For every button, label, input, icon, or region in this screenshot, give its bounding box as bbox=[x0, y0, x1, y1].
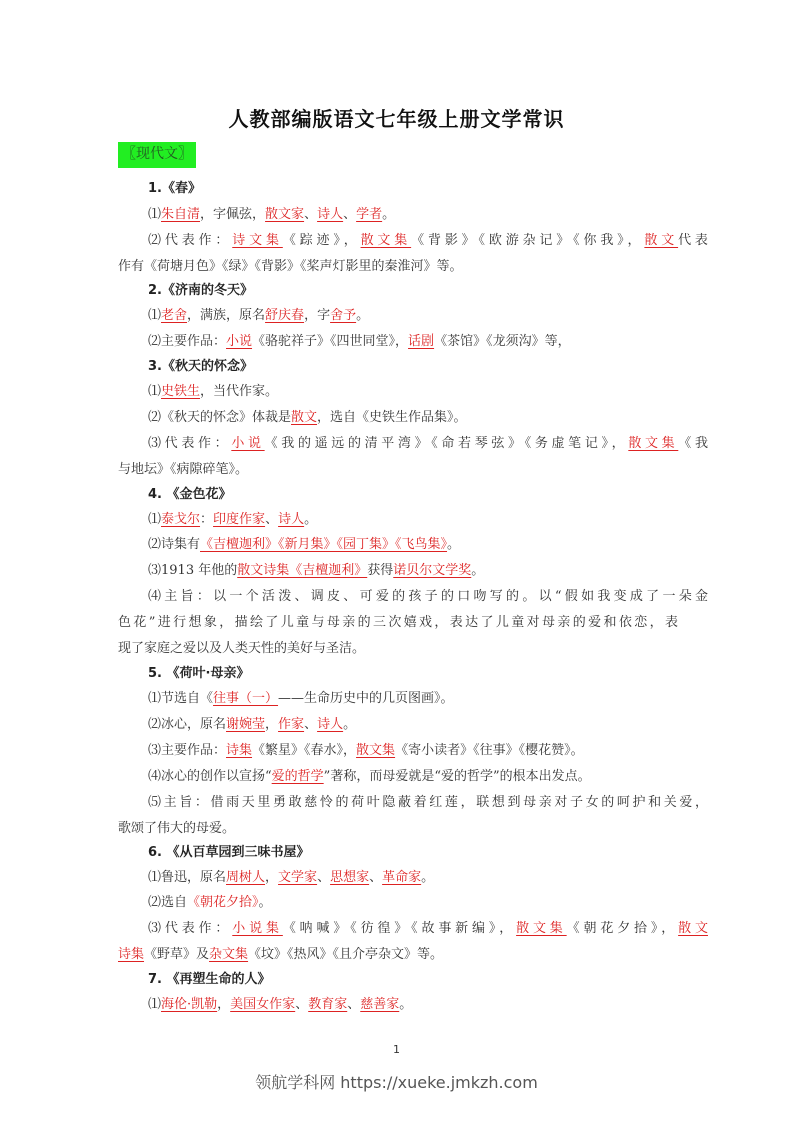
text-span: ⑸主旨：借雨天里勇敢慈怜的荷叶隐蔽着红莲，联想到母亲对子女的呵护和关爱， bbox=[148, 795, 708, 810]
text-span: ⑷冰心的创作以宣扬“ bbox=[148, 769, 272, 784]
text-span: 现了家庭之爱以及人类天性的美好与圣洁。 bbox=[118, 641, 366, 656]
paragraph-line bbox=[118, 690, 708, 708]
text-span: 代表 bbox=[678, 233, 708, 248]
highlighted-term: 诗文集 bbox=[232, 233, 283, 248]
highlighted-term: 散文集 bbox=[516, 921, 567, 936]
highlighted-term: 诗集 bbox=[226, 743, 253, 758]
highlighted-term: 谢婉莹 bbox=[226, 717, 266, 732]
highlighted-term: 话剧 bbox=[408, 334, 435, 349]
text-span: 。 bbox=[399, 997, 413, 1012]
text-span: 、 bbox=[304, 207, 318, 222]
paragraph-line bbox=[118, 588, 708, 606]
highlighted-term: 诺贝尔文学奖 bbox=[393, 563, 472, 578]
text-span: ”著称，而母爱就是“爱的哲学”的根本出发点。 bbox=[323, 769, 591, 784]
highlighted-term: 思想家 bbox=[330, 870, 370, 885]
page-number: 1 bbox=[393, 1043, 400, 1056]
text-span: ⑶代表作： bbox=[148, 921, 233, 936]
paragraph-line bbox=[118, 461, 678, 479]
highlighted-term: 海伦·凯勒 bbox=[161, 997, 218, 1012]
text-span: ⑶主要作品： bbox=[148, 743, 227, 758]
text-span: 歌颂了伟大的母爱。 bbox=[118, 821, 236, 836]
paragraph-line bbox=[118, 562, 708, 580]
highlighted-term: 散文 bbox=[644, 233, 679, 248]
text-span: 《骆驼祥子》《四世同堂》， bbox=[252, 334, 409, 349]
text-span: ⑵主要作品： bbox=[148, 334, 227, 349]
text-span: ⑴ bbox=[148, 997, 162, 1012]
paragraph-line bbox=[118, 435, 708, 453]
highlighted-term: 美国女作家 bbox=[230, 997, 296, 1012]
highlighted-term: 舒庆春 bbox=[265, 308, 305, 323]
highlighted-term: 小说 bbox=[231, 436, 265, 451]
text-span: ⑵《秋天的怀念》体裁是 bbox=[148, 410, 292, 425]
highlighted-term: 慈善家 bbox=[360, 997, 400, 1012]
text-span: ， bbox=[265, 870, 279, 885]
paragraph-line bbox=[118, 820, 678, 838]
paragraph-line bbox=[118, 640, 678, 658]
highlighted-term: 朱自清 bbox=[161, 207, 201, 222]
text-span: ，字佩弦， bbox=[200, 207, 266, 222]
text-span: ，字 bbox=[304, 308, 331, 323]
paragraph-line bbox=[118, 869, 708, 887]
text-span: ： bbox=[200, 512, 214, 527]
text-span: ⑴鲁迅，原名 bbox=[148, 870, 227, 885]
highlighted-term: 印度作家 bbox=[213, 512, 266, 527]
text-span: 色花”进行想象，描绘了儿童与母亲的三次嬉戏，表达了儿童对母亲的爱和依恋，表 bbox=[118, 615, 678, 630]
paragraph-line bbox=[118, 511, 708, 529]
text-span: 、 bbox=[265, 512, 279, 527]
highlighted-term: 革命家 bbox=[382, 870, 422, 885]
highlighted-term: 散文集 bbox=[360, 233, 412, 248]
text-span: ⑵选自 bbox=[148, 895, 188, 910]
text-span: 、 bbox=[295, 997, 309, 1012]
text-span: ——生命历史中的几页图画》。 bbox=[278, 691, 454, 706]
highlighted-term: 小说 bbox=[226, 334, 253, 349]
text-span: 《茶馆》《龙须沟》等， bbox=[434, 334, 571, 349]
paragraph-line bbox=[118, 536, 708, 554]
paragraph-line bbox=[118, 894, 708, 912]
text-span: 。 bbox=[421, 870, 435, 885]
item-heading: 4. 《金色花》 bbox=[148, 487, 232, 502]
paragraph-line bbox=[118, 768, 708, 786]
text-span: 《我 bbox=[678, 436, 708, 451]
item-heading: 3.《秋天的怀念》 bbox=[148, 359, 253, 374]
highlighted-term: 《吉檀迦利》《新月集》《园丁集》《飞鸟集》 bbox=[200, 537, 448, 552]
highlighted-term: 泰戈尔 bbox=[161, 512, 201, 527]
page-title: 人教部编版语文七年级上册文学常识 bbox=[228, 107, 565, 131]
highlighted-term: 诗人 bbox=[317, 207, 344, 222]
paragraph-line bbox=[118, 716, 708, 734]
text-span: ⑶1913 年他的 bbox=[148, 563, 238, 578]
highlighted-term: 老舍 bbox=[161, 308, 188, 323]
item-heading: 1.《春》 bbox=[148, 181, 201, 196]
highlighted-term: 杂文集 bbox=[209, 947, 249, 962]
red-term: 《朝花夕拾》 bbox=[187, 895, 259, 910]
paragraph-line bbox=[118, 794, 708, 812]
text-span: ，满族，原名 bbox=[187, 308, 266, 323]
text-span: 《寄小读者》《往事》《樱花赞》。 bbox=[395, 743, 584, 758]
text-span: ⑶代表作： bbox=[148, 436, 232, 451]
highlighted-term: 散文集 bbox=[356, 743, 396, 758]
highlighted-term: 诗人 bbox=[278, 512, 305, 527]
text-span: 获得 bbox=[367, 563, 394, 578]
footer-watermark: 领航学科网 https://xueke.jmkzh.com bbox=[255, 1073, 538, 1092]
text-span: ， bbox=[265, 717, 279, 732]
text-span: ⑴ bbox=[148, 512, 162, 527]
text-span: 、 bbox=[304, 717, 318, 732]
paragraph-line bbox=[118, 383, 708, 401]
text-span: ⑴ bbox=[148, 384, 162, 399]
highlighted-term: 散文 bbox=[678, 921, 708, 936]
paragraph-line bbox=[118, 232, 708, 250]
paragraph-line bbox=[118, 409, 708, 427]
text-span: 《呐喊》《彷徨》《故事新编》， bbox=[282, 921, 517, 936]
paragraph-line bbox=[118, 920, 708, 938]
text-span: 。 bbox=[304, 512, 318, 527]
highlighted-term: 小说集 bbox=[232, 921, 283, 936]
text-span: 《野草》及 bbox=[144, 947, 210, 962]
text-span: ⑵代表作： bbox=[148, 233, 233, 248]
text-span: 。 bbox=[471, 563, 485, 578]
text-span: 、 bbox=[347, 997, 361, 1012]
item-heading: 2.《济南的冬天》 bbox=[148, 283, 253, 298]
highlighted-term: 文学家 bbox=[278, 870, 318, 885]
paragraph-line bbox=[118, 206, 708, 224]
text-span: 《背影》《欧游杂记》《你我》， bbox=[411, 233, 645, 248]
highlighted-term: 散文诗集《吉檀迦利》 bbox=[237, 563, 368, 578]
text-span: ，选自《史铁生作品集》。 bbox=[317, 410, 467, 425]
text-span: 作有《荷塘月色》《绿》《背影》《桨声灯影里的秦淮河》等。 bbox=[118, 259, 463, 274]
text-span: 《坟》《热风》《且介亭杂文》等。 bbox=[248, 947, 444, 962]
text-span: ⑴节选自《 bbox=[148, 691, 214, 706]
highlighted-term: 散文 bbox=[291, 410, 318, 425]
text-span: 与地坛》《病隙碎笔》。 bbox=[118, 462, 249, 477]
text-span: ， bbox=[217, 997, 231, 1012]
text-span: 。 bbox=[258, 895, 272, 910]
item-heading: 6. 《从百草园到三味书屋》 bbox=[148, 845, 310, 860]
item-heading: 5. 《荷叶·母亲》 bbox=[148, 666, 250, 681]
section-tag-modern-prose: 〖现代文〗 bbox=[118, 142, 196, 168]
text-span: 《繁星》《春水》， bbox=[252, 743, 357, 758]
paragraph-line bbox=[118, 996, 708, 1014]
highlighted-term: 散文家 bbox=[265, 207, 305, 222]
text-span: 、 bbox=[369, 870, 383, 885]
text-span: ⑷主旨：以一个活泼、调皮、可爱的孩子的口吻写的。以“假如我变成了一朵金 bbox=[148, 589, 708, 604]
highlighted-term: 教育家 bbox=[308, 997, 348, 1012]
highlighted-term: 舍予 bbox=[330, 308, 357, 323]
paragraph-line bbox=[118, 946, 678, 964]
text-span: 。 bbox=[447, 537, 461, 552]
text-span: 、 bbox=[343, 207, 357, 222]
paragraph-line bbox=[118, 742, 708, 760]
paragraph-line bbox=[118, 333, 708, 351]
highlighted-term: 学者 bbox=[356, 207, 383, 222]
highlighted-term: 诗人 bbox=[317, 717, 344, 732]
text-span: 、 bbox=[317, 870, 331, 885]
text-span: ⑴ bbox=[148, 308, 162, 323]
highlighted-term: 周树人 bbox=[226, 870, 266, 885]
text-span: 《我的遥远的清平湾》《命若琴弦》《务虚笔记》， bbox=[264, 436, 629, 451]
text-span: 《朝花夕拾》， bbox=[566, 921, 679, 936]
text-span: 。 bbox=[382, 207, 396, 222]
text-span: ⑴ bbox=[148, 207, 162, 222]
highlighted-term: 爱的哲学 bbox=[271, 769, 324, 784]
highlighted-term: 散文集 bbox=[628, 436, 679, 451]
highlighted-term: 作家 bbox=[278, 717, 305, 732]
text-span: ⑵冰心，原名 bbox=[148, 717, 227, 732]
paragraph-line bbox=[118, 614, 678, 632]
text-span: 《踪迹》， bbox=[282, 233, 361, 248]
paragraph-line bbox=[118, 307, 708, 325]
highlighted-term: 史铁生 bbox=[161, 384, 201, 399]
text-span: ，当代作家。 bbox=[200, 384, 279, 399]
item-heading: 7. 《再塑生命的人》 bbox=[148, 972, 271, 987]
paragraph-line bbox=[118, 258, 678, 276]
highlighted-term: 诗集 bbox=[118, 947, 145, 962]
text-span: 。 bbox=[343, 717, 357, 732]
text-span: 。 bbox=[356, 308, 370, 323]
highlighted-term: 往事（一） bbox=[213, 691, 279, 706]
text-span: ⑵诗集有 bbox=[148, 537, 201, 552]
